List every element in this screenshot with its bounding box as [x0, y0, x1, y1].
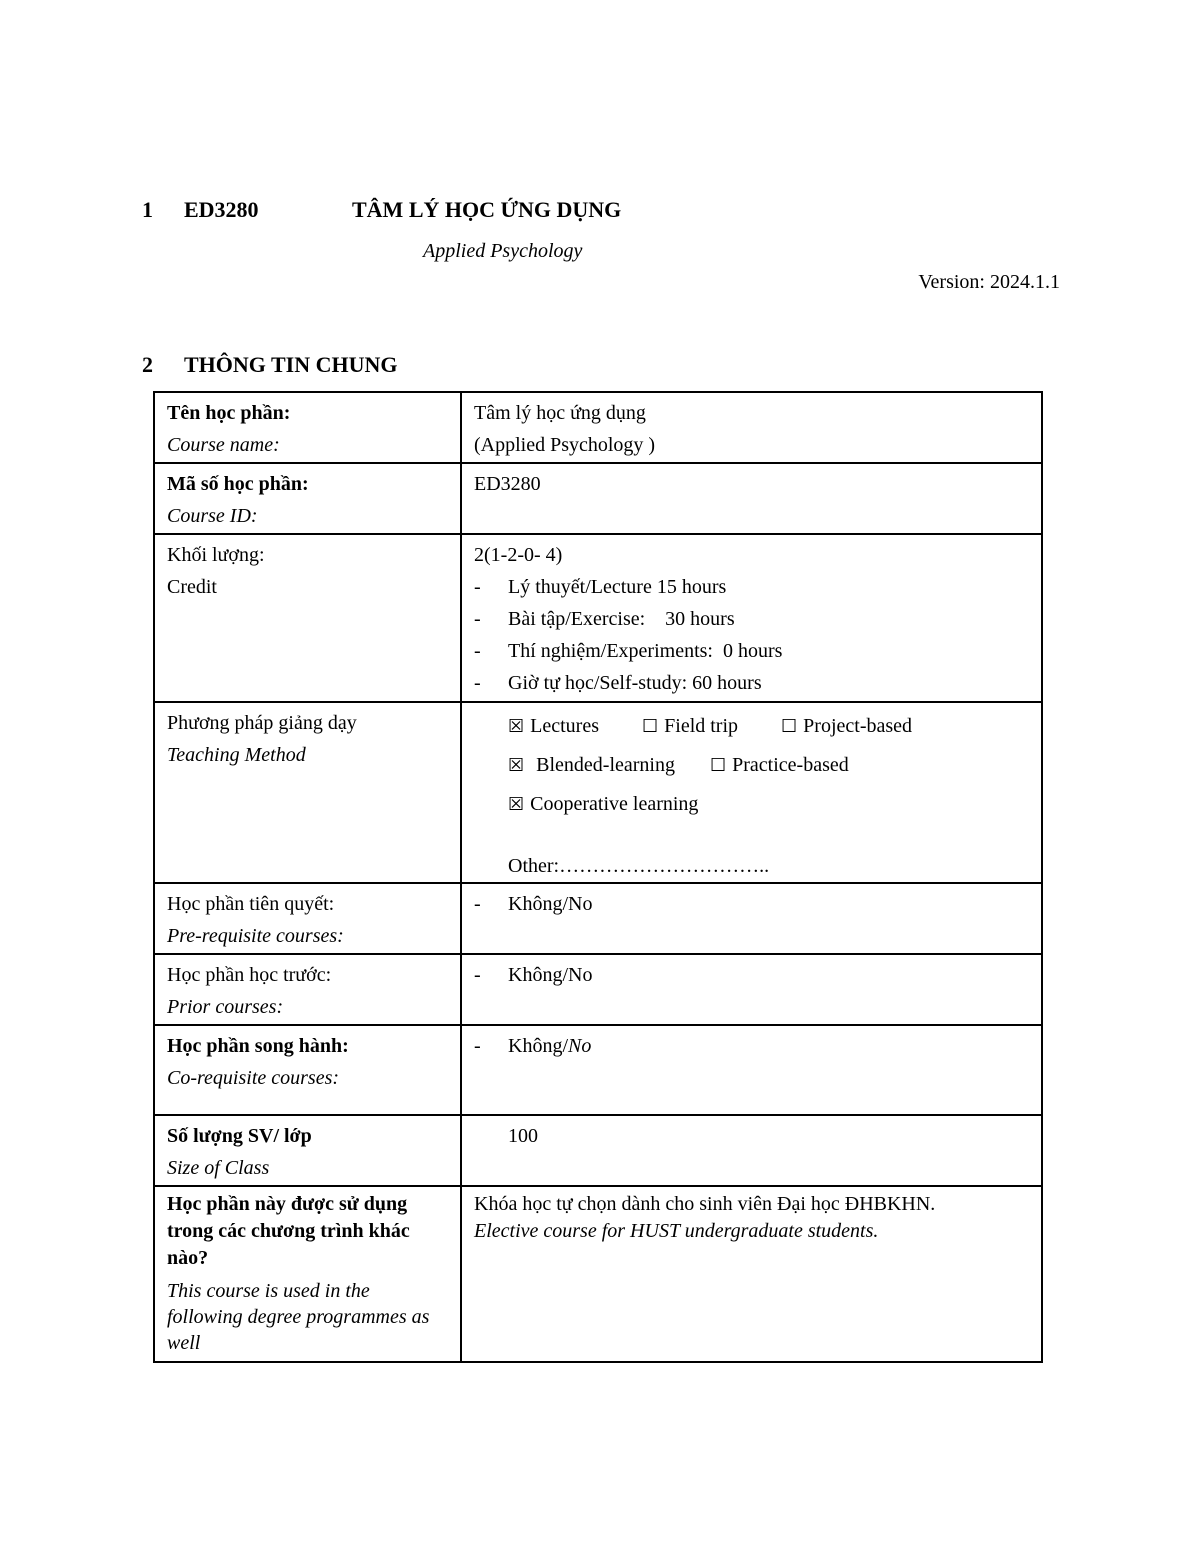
- option-practice-based: Practice-based: [732, 754, 849, 776]
- row-course-id: [154, 463, 1042, 534]
- label-cell: [154, 392, 461, 463]
- coreq-value: Không/: [508, 1035, 568, 1057]
- dash: -: [474, 576, 481, 598]
- option-field-trip: Field trip: [664, 715, 739, 737]
- list-item: [474, 959, 1029, 991]
- value-cell: [461, 392, 1042, 463]
- general-info-table: [153, 391, 1043, 1363]
- row-teaching-method: [154, 702, 1042, 883]
- credit-label-vi: Khối lượng:: [167, 544, 265, 566]
- section-2-number: 2: [142, 352, 153, 377]
- prereq-value: Không/No: [508, 893, 593, 915]
- row-corequisite: [154, 1025, 1042, 1115]
- row-credit: [154, 534, 1042, 702]
- list-item: [474, 888, 1029, 920]
- list-item: [474, 667, 1029, 699]
- size-label-en: Size of Class: [167, 1157, 270, 1179]
- course-id-label-en: Course ID:: [167, 505, 258, 527]
- list-item: [474, 1030, 1029, 1062]
- course-name-label-vi: Tên học phần:: [167, 402, 291, 424]
- checkbox-row: [474, 785, 1029, 824]
- checked-box-icon[interactable]: ☒: [508, 755, 525, 776]
- usage-label-vi: Học phần này được sử dụng trong các chương trình khác nào?: [167, 1193, 410, 1269]
- label-cell: [154, 954, 461, 1025]
- unchecked-box-icon[interactable]: ☐: [709, 755, 727, 776]
- course-name-label-en: Course name:: [167, 434, 280, 456]
- lecture-hours: Lý thuyết/Lecture 15 hours: [508, 576, 727, 598]
- dash: -: [474, 640, 481, 662]
- list-item: [474, 603, 1029, 635]
- row-course-name: [154, 392, 1042, 463]
- dash: -: [474, 1035, 481, 1057]
- dash: -: [474, 672, 481, 694]
- coreq-value-en: No: [568, 1035, 592, 1057]
- course-code-heading: ED3280: [184, 197, 259, 222]
- unchecked-box-icon[interactable]: ☐: [642, 716, 659, 737]
- value-cell: [461, 883, 1042, 954]
- value-cell: [461, 463, 1042, 534]
- label-cell: [154, 1186, 461, 1362]
- course-id-value: ED3280: [474, 473, 541, 495]
- coreq-label-en: Co-requisite courses:: [167, 1067, 340, 1089]
- option-lectures: Lectures: [530, 715, 599, 737]
- row-prior-courses: [154, 954, 1042, 1025]
- course-subtitle: Applied Psychology: [423, 240, 583, 262]
- credit-value: 2(1-2-0- 4): [474, 544, 563, 566]
- other-field: Other:…………………………..: [508, 855, 770, 877]
- label-cell: [154, 1115, 461, 1186]
- list-item: [474, 571, 1029, 603]
- prior-label-vi: Học phần học trước:: [167, 964, 332, 986]
- experiment-hours: Thí nghiệm/Experiments: 0 hours: [508, 640, 783, 662]
- checkbox-row: [474, 707, 1029, 746]
- coreq-label-vi: Học phần song hành:: [167, 1035, 349, 1057]
- value-cell: [461, 1186, 1042, 1362]
- dash: -: [474, 608, 481, 630]
- row-usage: [154, 1186, 1042, 1362]
- size-label-vi: Số lượng SV/ lớp: [167, 1125, 312, 1147]
- course-id-label-vi: Mã số học phần:: [167, 473, 309, 495]
- usage-label-en: This course is used in the following degree programmes as well: [167, 1280, 430, 1354]
- value-cell: [461, 702, 1042, 883]
- exercise-hours: Bài tập/Exercise: 30 hours: [508, 608, 735, 630]
- option-project-based: Project-based: [803, 715, 913, 737]
- section-1-number: 1: [142, 197, 153, 222]
- option-cooperative-learning: Cooperative learning: [530, 793, 699, 815]
- value-cell: [461, 1025, 1042, 1115]
- course-name-value-vi: Tâm lý học ứng dụng: [474, 402, 646, 424]
- label-cell: [154, 534, 461, 702]
- dash: -: [474, 893, 481, 915]
- label-cell: [154, 883, 461, 954]
- value-cell: [461, 1115, 1042, 1186]
- checkbox-row: [474, 746, 1029, 785]
- teaching-label-en: Teaching Method: [167, 744, 306, 766]
- label-cell: [154, 702, 461, 883]
- usage-value-en: Elective course for HUST undergraduate students.: [474, 1220, 879, 1242]
- label-cell: [154, 463, 461, 534]
- section-2-title: THÔNG TIN CHUNG: [184, 352, 398, 377]
- row-class-size: [154, 1115, 1042, 1186]
- option-blended-learning: Blended-learning: [536, 754, 675, 776]
- list-item: [474, 635, 1029, 667]
- unchecked-box-icon[interactable]: ☐: [781, 716, 798, 737]
- teaching-label-vi: Phương pháp giảng dạy: [167, 712, 357, 734]
- checked-box-icon[interactable]: ☒: [508, 794, 525, 815]
- prior-value: Không/No: [508, 964, 593, 986]
- prior-label-en: Prior courses:: [167, 996, 284, 1018]
- course-name-value-en: (Applied Psychology ): [474, 434, 656, 456]
- label-cell: [154, 1025, 461, 1115]
- checked-box-icon[interactable]: ☒: [508, 716, 525, 737]
- prereq-label-en: Pre-requisite courses:: [167, 925, 344, 947]
- usage-value-vi: Khóa học tự chọn dành cho sinh viên Đại học ĐHBKHN.: [474, 1193, 936, 1215]
- row-prerequisite: [154, 883, 1042, 954]
- self-study-hours: Giờ tự học/Self-study: 60 hours: [508, 672, 762, 694]
- version-label: Version: 2024.1.1: [918, 271, 1060, 293]
- size-value: 100: [508, 1125, 538, 1147]
- value-cell: [461, 954, 1042, 1025]
- value-cell: [461, 534, 1042, 702]
- prereq-label-vi: Học phần tiên quyết:: [167, 893, 335, 915]
- dash: -: [474, 964, 481, 986]
- credit-label-en: Credit: [167, 576, 217, 598]
- course-title-heading: TÂM LÝ HỌC ỨNG DỤNG: [352, 197, 622, 222]
